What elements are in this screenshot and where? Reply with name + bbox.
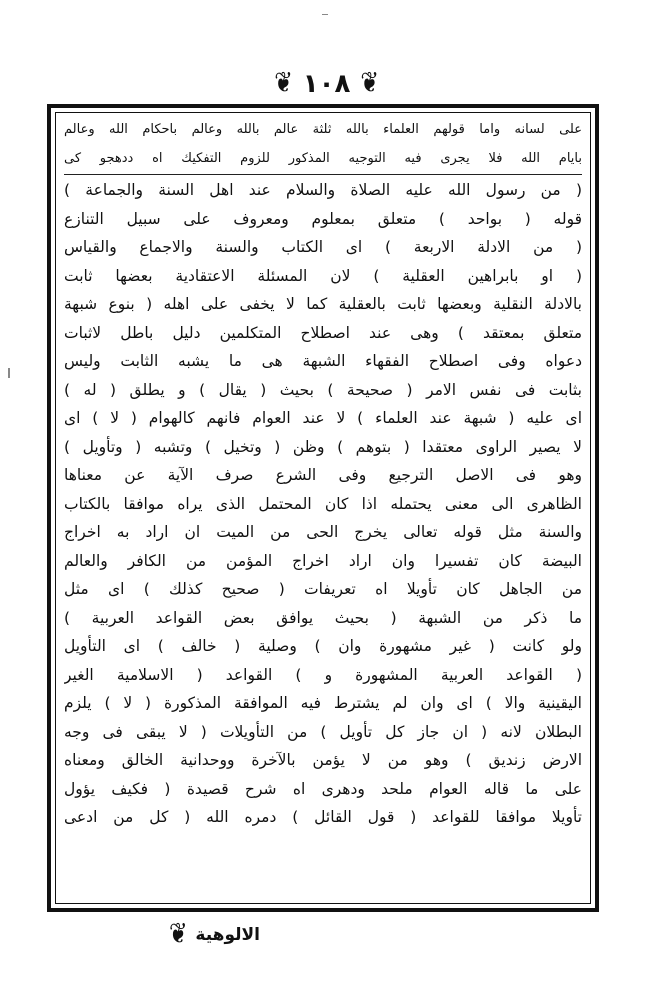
body-line: والسنة مثل قوله تعالى يخرج الحى من الميت ان اراد به اخراج bbox=[64, 523, 582, 541]
body-line: البيضة كان تفسيرا وان اراد اخراج المؤمن من الكافر والعالم bbox=[64, 551, 582, 570]
body-line: الارض زنديق ) وهو من لا يؤمن بالآخرة ووحدانية الخالق ومعناه bbox=[64, 751, 582, 769]
body-line: بايام الله فلا يجرى فيه التوجيه المذكور للزوم التفكيك اه ددهجو كى bbox=[64, 150, 582, 166]
body-line: الظاهرى الى معنى يحتمله اذا كان المحتمل الذى يراه موافقا بالكتاب bbox=[64, 494, 582, 513]
page-header bbox=[0, 64, 653, 104]
body-line: ( القواعد العربية المشهورة و ) القواعد ( الاسلامية الغير bbox=[64, 665, 582, 684]
body-line: على لسانه واما قولهم العلماء بالله ثلثة عالم بالله وعالم باحكام الله وعالم bbox=[64, 122, 582, 137]
body-line: ما ذكر من الشبهة ( بحيث يوافق بعض القواعد العربية ) bbox=[64, 608, 582, 627]
page-number: ١٠٨ bbox=[302, 69, 351, 99]
body-line: لا يصير الراوى معتقدا ( بتوهم ) وظن ( وتخيل ) وتشبه ( وتأويل ) bbox=[64, 437, 582, 456]
body-line: ( من رسول الله عليه الصلاة والسلام عند اهل السنة والجماعة ) bbox=[64, 181, 582, 199]
stray-mark bbox=[322, 14, 328, 15]
stray-mark bbox=[8, 368, 10, 378]
text-block bbox=[55, 112, 591, 904]
body-line: ولو كانت ( غير مشهورة وان ) وصلية ( خالف ) اى التأويل bbox=[64, 637, 582, 655]
catchword: الالوهية bbox=[195, 925, 260, 945]
body-line: قوله ( بواحد ) متعلق بمعلوم ومعروف على سبيل التنازع bbox=[64, 209, 582, 228]
ornament-right-icon: ❦ bbox=[360, 67, 379, 100]
body-line: اليقينية والا ) اى وان لم يشترط فيه الموافقة المذكورة ( لا ) يلزم bbox=[64, 694, 582, 712]
body-line: دعواه وفى اصطلاح الفقهاء الشبهة هى ما يشبه الثابت وليس bbox=[64, 352, 582, 370]
body-line: بثابت فى نفس الامر ( صحيحة ) بحيث ( يقال ) و يطلق ( له ) bbox=[64, 380, 582, 399]
ornament-left-icon: ❦ bbox=[274, 67, 293, 100]
body-line: من الجاهل كان تأويلا اه تعريفات ( صحيح كذلك ) اى مثل bbox=[64, 580, 582, 598]
body-line: على ما قاله العوام ملحد ودهرى اه شرح قصيدة ( فكيف يؤول bbox=[64, 779, 582, 798]
body-line: اى عليه ( شبهة عند العلماء ) لا عند العوام فانهم كالهوام ( لا ) اى bbox=[64, 409, 582, 427]
body-line: وهو فى الاصل الترجيع وفى الشرع صرف الآية عن معناها bbox=[64, 466, 582, 484]
body-line: ( من الادلة الاربعة ) اى الكتاب والسنة والاجماع والقياس bbox=[64, 238, 582, 256]
page-footer bbox=[60, 918, 260, 952]
body-line: بالادلة النقلية وبعضها ثابت بالعقلية كما لا يخفى على اهله ( بنوع شبهة bbox=[64, 295, 582, 313]
body-line: البطلان لانه ( ان جاز كل تأويل ) من التأويلات ( لا يبقى فى وجه bbox=[64, 722, 582, 741]
ornament-footer-icon: ❦ bbox=[168, 918, 188, 951]
separator-rule bbox=[64, 174, 582, 175]
body-line: تأويلا موافقا للقواعد ( قول القائل ) دمره الله ( كل من ادعى bbox=[64, 808, 582, 826]
body-line: متعلق بمعتقد ) وهى عند اصطلاح المتكلمين دليل باطل لاثبات bbox=[64, 323, 582, 342]
body-line: ( او بابراهين العقلية ) لان المسئلة الاعتقادية بعضها ثابت bbox=[64, 266, 582, 285]
